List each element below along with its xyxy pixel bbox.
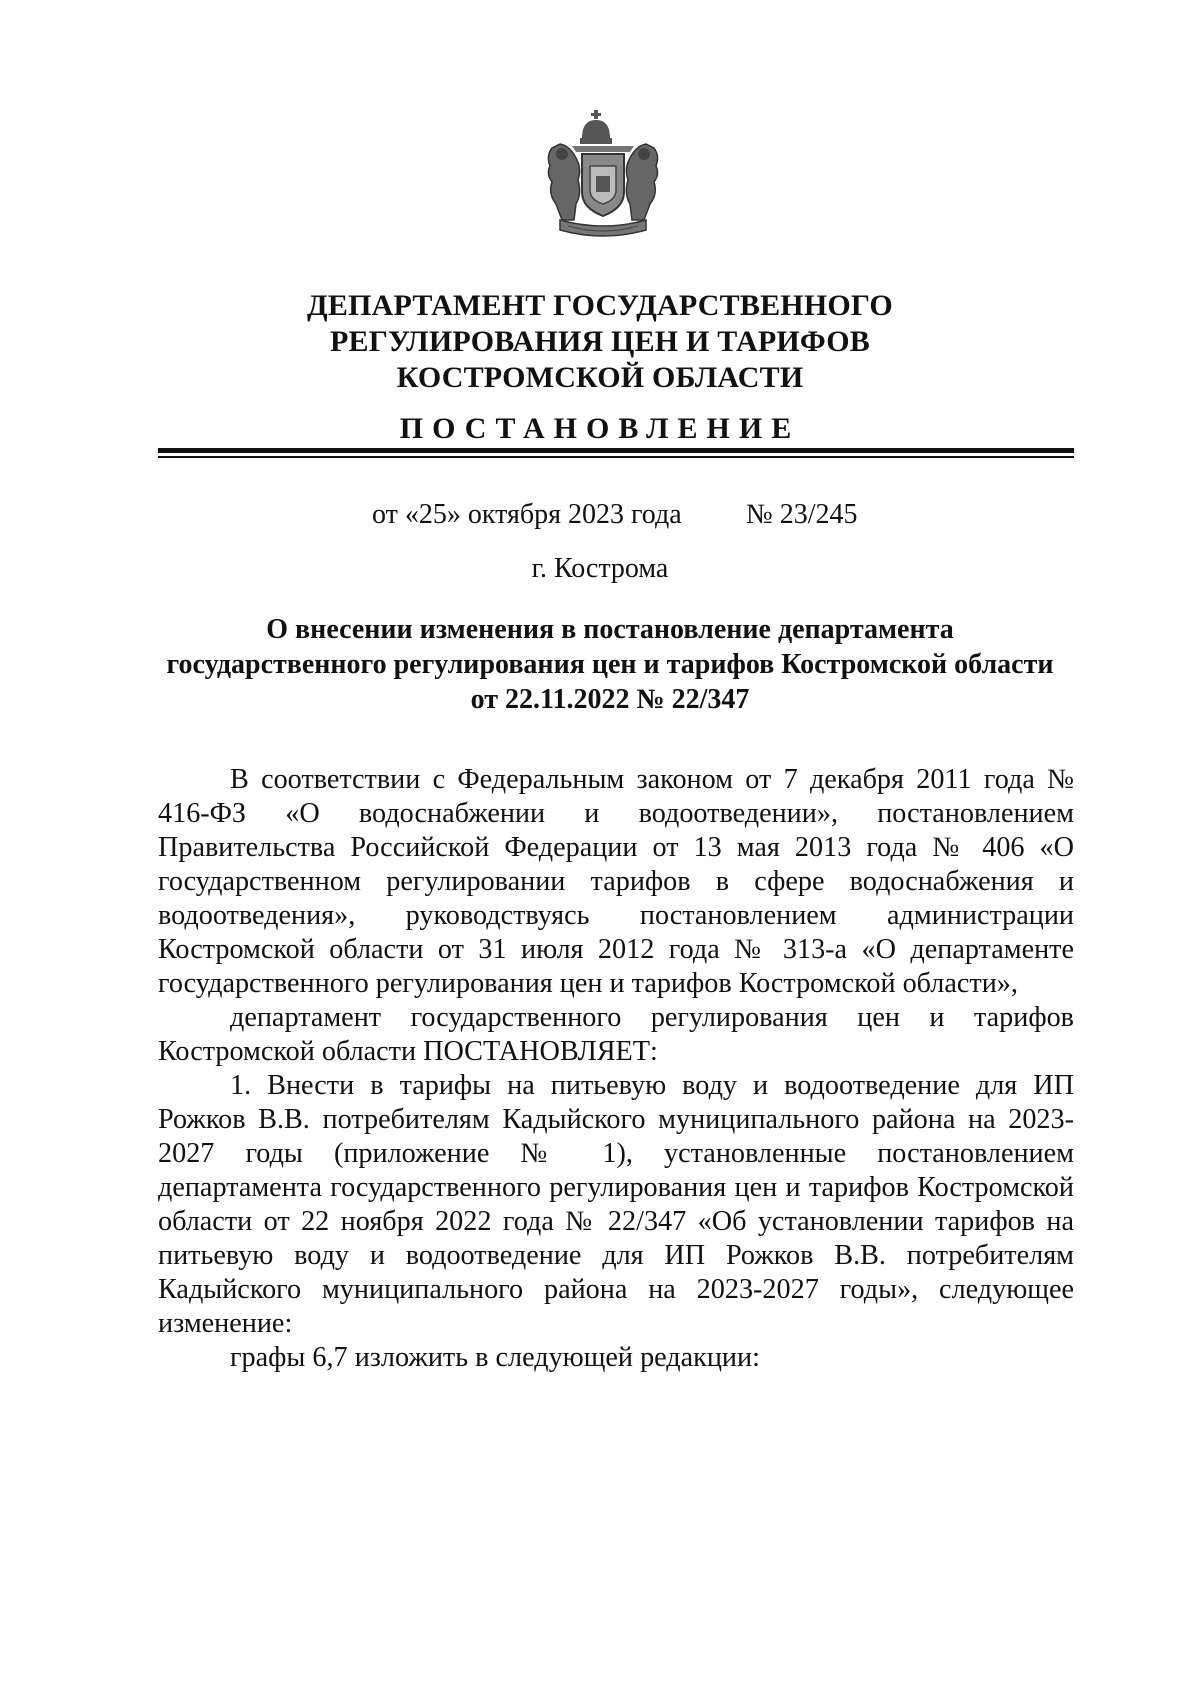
subject-line-1: О внесении изменения в постановление департамента (266, 614, 954, 645)
subject-line-2: государственного регулирования цен и тарифов Костромской области (166, 649, 1054, 680)
header-divider-thin (158, 456, 1074, 458)
organization-name-line-1: ДЕПАРТАМЕНТ ГОСУДАРСТВЕННОГО (307, 289, 893, 322)
body-paragraph-legal-basis: В соответствии с Федеральным законом от 7 декабря 2011 года № 416-ФЗ «О водоснабжении и водоотведении», постановлением Правительства Российской Федерации от 13 мая 2013 года № 406 «О государственном регулировании тарифов в сфере водоснабжения и водоотведения», руководствуясь постановлением администрации Костромской области от 31 июля 2012 года № 313-а «О департаменте государственного регулирования цен и тарифов Костромской области», (158, 764, 1074, 999)
organization-name (160, 288, 1040, 396)
header-divider-thick (158, 448, 1074, 453)
date-number-line (0, 497, 1200, 533)
body-paragraph-columns-note: графы 6,7 изложить в следующей редакции: (230, 1342, 760, 1373)
subject-line-3: от 22.11.2022 № 22/347 (470, 684, 750, 715)
body-paragraph-resolves: департамент государственного регулирования цен и тарифов Костромской области ПОСТАНОВЛЯЕТ: (158, 1002, 1074, 1067)
document-city: г. Кострома (531, 553, 669, 584)
document-type-heading: ПОСТАНОВЛЕНИЕ (399, 412, 801, 445)
organization-name-line-2: РЕГУЛИРОВАНИЯ ЦЕН И ТАРИФОВ (329, 325, 870, 358)
document-number: № 23/245 (746, 499, 858, 530)
document-subject (140, 612, 1080, 717)
coat-of-arms-emblem (542, 108, 664, 243)
organization-name-line-3: КОСТРОМСКОЙ ОБЛАСТИ (396, 361, 804, 394)
body-paragraph-item-1: 1. Внести в тарифы на питьевую воду и водоотведение для ИП Рожков В.В. потребителям Кадыйского муниципального района на 2023-2027 годы (приложение № 1), установленные постановлением департамента государственного регулирования цен и тарифов Костромской области от 22 ноября 2022 года № 22/347 «Об установлении тарифов на питьевую воду и водоотведение для ИП Рожков В.В. потребителям Кадыйского муниципального района на 2023-2027 годы», следующее изменение: (158, 1070, 1074, 1339)
document-body (158, 763, 1074, 1375)
document-date: от «25» октября 2023 года (372, 499, 682, 530)
